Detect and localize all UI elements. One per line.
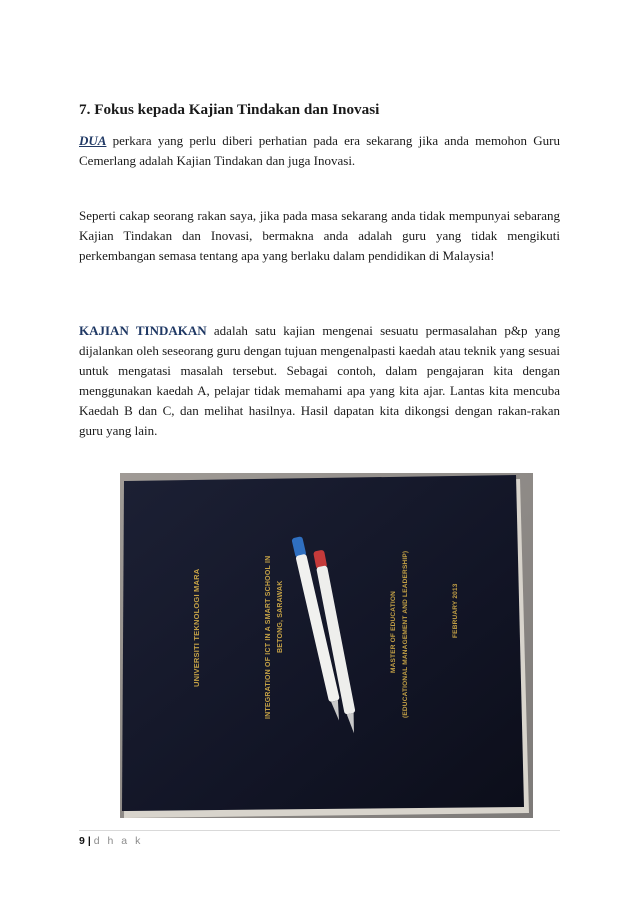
spine-degree-line-1: MASTER OF EDUCATION <box>390 590 397 673</box>
paragraph-1-text: perkara yang perlu diberi perhatian pada era sekarang jika anda memohon Guru Cemerlang adalah Kajian Tindakan dan juga Inovasi. <box>79 133 560 168</box>
thesis-book-photo <box>120 473 533 818</box>
spine-date: FEBRUARY 2013 <box>452 583 459 638</box>
page-footer <box>79 835 143 847</box>
page-number: 9 <box>79 835 85 847</box>
paragraph-3 <box>79 321 560 441</box>
section-heading: 7. Fokus kepada Kajian Tindakan dan Inovasi <box>79 101 380 118</box>
paragraph-1-lead: DUA <box>79 133 107 148</box>
spine-title-line-2: BETONG, SARAWAK <box>277 580 284 653</box>
book-illustration <box>120 473 533 818</box>
spine-title-line-1: INTEGRATION OF ICT IN A SMART SCHOOL IN <box>265 555 272 719</box>
footer-divider <box>79 830 560 831</box>
spine-university: UNIVERSITI TEKNOLOGI MARA <box>192 568 201 687</box>
paragraph-1 <box>79 131 560 171</box>
paragraph-3-text: adalah satu kajian mengenai sesuatu permasalahan p&p yang dijalankan oleh seseorang guru dengan tujuan mengenalpasti kaedah atau teknik yang sesuai untuk mengatasi masalah tersebut. Sebagai contoh, dalam pengajaran kita dengan menggunakan kaedah A, pelajar tidak memahami apa yang kita ajar. Lantas kita mencuba Kaedah B dan C, dan melihat hasilnya. Hasil dapatan kita dikongsi dengan rakan-rakan guru yang lain. <box>79 323 560 438</box>
paragraph-2: Seperti cakap seorang rakan saya, jika pada masa sekarang anda tidak mempunyai sebarang Kajian Tindakan dan Inovasi, bermakna anda adalah guru yang tidak mengikuti perkembangan semasa tentang apa yang berlaku dalam pendidikan di Malaysia! <box>79 208 560 263</box>
paragraph-3-lead: KAJIAN TINDAKAN <box>79 323 207 338</box>
footer-separator: | <box>87 835 91 847</box>
footer-author: d h a k <box>93 835 143 847</box>
spine-degree-line-2: (EDUCATIONAL MANAGEMENT AND LEADERSHIP) <box>402 550 409 718</box>
